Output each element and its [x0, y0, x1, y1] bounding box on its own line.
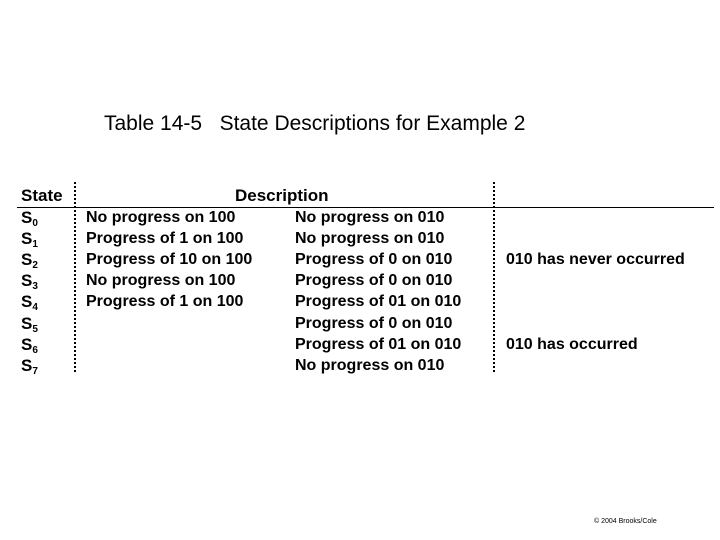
state-subscript: 3 [32, 281, 38, 292]
copyright-footer: © 2004 Brooks/Cole [594, 518, 657, 525]
table-cell-col2: No progress on 010 [295, 357, 445, 374]
table-header-description: Description [235, 186, 329, 205]
table-row-state-s7 [21, 356, 38, 382]
table-cell-col1: Progress of 1 on 100 [86, 293, 244, 310]
state-subscript: 7 [32, 366, 38, 377]
state-subscript: 1 [32, 239, 38, 250]
table-cell-col2: Progress of 01 on 010 [295, 293, 462, 310]
group-note-occurred: 010 has occurred [506, 336, 638, 353]
state-subscript: 4 [32, 302, 38, 313]
column-divider-left [74, 182, 76, 372]
table-cell-col1: No progress on 100 [86, 209, 236, 226]
table-cell-col1: No progress on 100 [86, 272, 236, 289]
table-cell-col2: No progress on 010 [295, 230, 445, 247]
state-subscript: 5 [32, 324, 38, 335]
state-letter: S [21, 314, 33, 333]
table-cell-col2: Progress of 0 on 010 [295, 315, 453, 332]
table-cell-col2: Progress of 0 on 010 [295, 251, 453, 268]
column-divider-right [493, 182, 495, 372]
state-subscript: 0 [32, 218, 38, 229]
table-cell-col2: No progress on 010 [295, 209, 445, 226]
group-note-never-occurred: 010 has never occurred [506, 251, 685, 268]
state-subscript: 6 [32, 345, 38, 356]
state-letter: S [21, 229, 33, 248]
state-letter: S [21, 208, 33, 227]
table-cell-col1: Progress of 1 on 100 [86, 230, 244, 247]
state-letter: S [21, 250, 33, 269]
state-letter: S [21, 292, 33, 311]
state-letter: S [21, 335, 33, 354]
table-cell-col2: Progress of 0 on 010 [295, 272, 453, 289]
state-letter: S [21, 356, 33, 375]
table-cell-col2: Progress of 01 on 010 [295, 336, 462, 353]
table-header-state: State [21, 186, 63, 205]
table-cell-col1: Progress of 10 on 100 [86, 251, 253, 268]
state-letter: S [21, 271, 33, 290]
page-title: Table 14-5 State Descriptions for Example 2 [104, 112, 526, 135]
state-subscript: 2 [32, 260, 38, 271]
